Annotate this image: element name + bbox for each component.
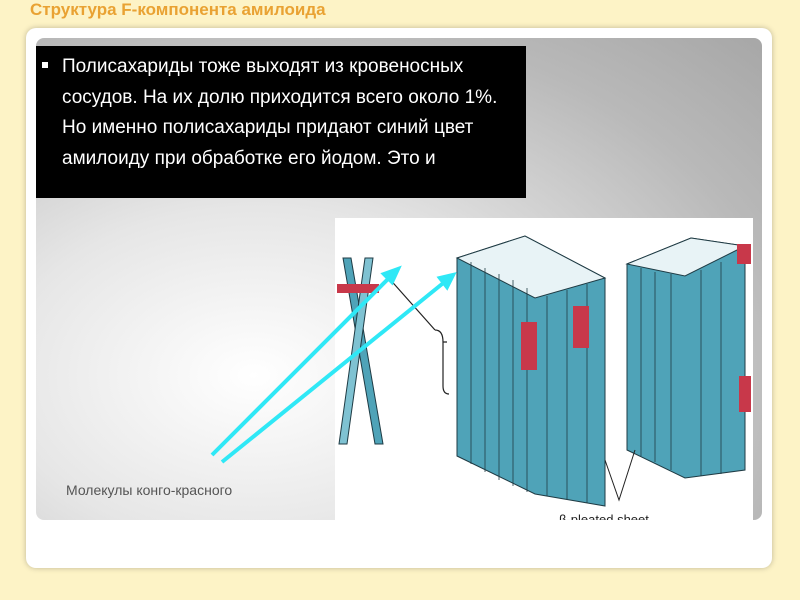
arrow-to-strands <box>212 275 392 455</box>
arrow-to-block <box>222 280 447 462</box>
slide-title: Структура F-компонента амилоида <box>30 0 326 19</box>
body-text: Полисахариды тоже выходят из кровеносных сосудов. На их долю приходится всего около 1%. Но именно полисахариды придают синий цвет амилоиду при обработке его йодом. Это и <box>62 56 498 169</box>
figure-label: β-pleated sheet <box>559 512 649 520</box>
caption-congo-red: Молекулы конго-красного <box>66 482 233 498</box>
